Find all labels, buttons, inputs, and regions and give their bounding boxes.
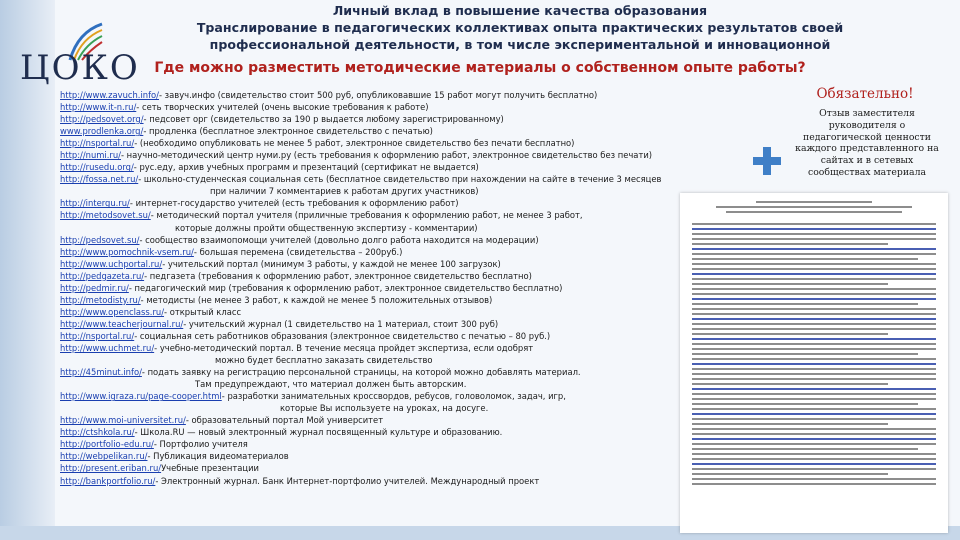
link-url[interactable]: http://pedgazeta.ru/ [60,270,145,281]
link-description: - школьно-студенческая социальная сеть (бесплатное свидетельство при нахождении на сайте в течение 3 месяцев [138,174,662,185]
document-text-line [692,293,936,295]
title-line: Личный вклад в повышение качества образования [332,3,708,18]
link-description: - научно-методический центр нуми.ру (есть требования к оформлению работ, электронное свидетельство без печати) [121,150,653,161]
document-text-line [692,473,888,475]
link-description-continued: которые должны пройти общественную экспертизу - комментарии) [175,222,478,233]
link-url[interactable]: http://portfolio-edu.ru/ [60,439,154,450]
document-text-line [692,283,888,285]
document-text-line [692,383,888,385]
link-url[interactable]: http://pedsovet.su/ [60,234,140,245]
document-text-line [692,478,936,480]
requirement-text: Отзыв заместителя руководителя о педагогической ценности каждого представленного на сайтах и в сетевых сообществах материала [795,108,939,178]
question-heading: Где можно разместить методические материалы о собственном опыте работы? [154,60,806,76]
link-description: - учебно-методический портал. В течение месяца пройдет экспертиза, если одобрят [154,342,534,353]
document-text-line [692,438,936,440]
link-row [60,125,800,137]
document-preview [680,193,948,533]
link-url[interactable]: http://webpelikan.ru/ [60,451,148,462]
link-url[interactable]: http://www.it-n.ru/ [60,102,137,113]
document-text-line [692,458,936,460]
link-description: - педгазета (требования к оформлению работ, электронное свидетельство бесплатно) [144,270,532,281]
document-text-line [692,448,918,450]
page-title [160,2,880,53]
link-description-continued: можно будет бесплатно заказать свидетельство [215,355,433,366]
link-url[interactable]: http://numi.ru/ [60,150,121,161]
link-url[interactable]: http://45minut.info/ [60,367,142,378]
link-description-continued: при наличии 7 комментариев к работам других участников) [210,186,479,197]
document-text-line [692,278,936,280]
link-url[interactable]: http://ctshkola.ru/ [60,427,135,438]
link-url[interactable]: http://pedsovet.org/ [60,114,144,125]
document-text-line [692,333,888,335]
document-text-line [692,388,936,390]
document-text-line [692,318,936,320]
document-text-line [692,358,936,360]
document-text-line [692,428,936,430]
logo-text: ЦОКО [20,48,140,88]
title-line: профессиональной деятельности, в том числе экспериментальной и инновационной [209,37,831,52]
link-url[interactable]: http://intergu.ru/ [60,198,130,209]
link-row [60,101,800,113]
link-description: - Школа.RU — новый электронный журнал посвященный культуре и образованию. [134,427,503,438]
link-description-continued: которые Вы используете на уроках, на досуге. [280,403,489,414]
document-text-line [692,328,936,330]
link-row [60,89,800,101]
document-text-line [692,313,936,315]
requirement-title: Обязательно! [816,86,914,102]
link-url[interactable]: http://www.moi-universitet.ru/ [60,415,186,426]
link-description: - большая перемена (свидетельства – 200руб.) [193,246,403,257]
document-text-line [692,418,936,420]
link-url[interactable]: http://metodisty.ru/ [60,294,141,305]
link-url[interactable]: www.prodlenka.org/ [60,126,144,137]
link-description: - учительский портал (минимум 3 работы, у каждой не менее 100 загрузок) [162,258,501,269]
link-description-continued: Там предупреждают, что материал должен быть авторским. [195,379,467,390]
link-url[interactable]: http://www.zavuch.info/ [60,90,159,100]
link-url[interactable]: http://www.uchmet.ru/ [60,342,155,353]
link-description: - методический портал учителя (приличные требования к оформлению работ, не менее 3 работ, [150,210,583,221]
link-description: - разработки занимательных кроссвордов, ребусов, головоломок, задач, игр, [221,391,566,402]
document-text-line [692,288,936,290]
link-description: - Портфолио учителя [153,439,248,450]
document-text-line [692,223,936,225]
link-url[interactable]: http://www.uchportal.ru/ [60,258,163,269]
link-url[interactable]: http://metodsovet.su/ [60,210,151,221]
link-description: - интернет-государство учителей (есть требования к оформлению работ) [129,198,459,209]
link-row [60,149,800,161]
document-text-line [692,268,936,270]
document-text-line [692,443,936,445]
document-text-line [692,243,888,245]
document-text-line [692,483,936,485]
document-text-line [692,273,936,275]
link-description: - учительский журнал (1 свидетельство на 1 материал, стоит 300 руб) [183,318,499,329]
document-text-line [692,363,936,365]
document-text-line [692,253,936,255]
logo [8,18,148,88]
link-description: Учебные презентации [161,463,259,474]
link-url[interactable]: http://www.pomochnik-vsem.ru/ [60,246,194,257]
plus-icon [753,147,781,175]
document-text-line [692,263,936,265]
link-url[interactable]: http://present.eriban.ru/ [60,463,162,474]
link-description: - (необходимо опубликовать не менее 5 работ, электронное свидетельство без печати бесплатно) [134,138,575,149]
document-text-line [692,338,936,340]
document-text-line [692,468,936,470]
link-row [60,161,800,173]
document-text-line [692,378,936,380]
document-preview-header [680,193,948,220]
document-text-line [692,408,936,410]
link-description: - Электронный журнал. Банк Интернет-портфолио учителей. Международный проект [155,475,540,486]
document-text-line [692,248,936,250]
document-text-line [692,423,888,425]
link-url[interactable]: http://www.teacherjournal.ru/ [60,318,184,329]
link-description: - сообщество взаимопомощи учителей (довольно долго работа находится на модерации) [139,234,539,245]
link-row [60,173,800,185]
link-url[interactable]: http://www.igraza.ru/page-cooper.html [60,391,222,402]
document-text-line [692,258,918,260]
document-text-line [692,403,918,405]
title-line: Транслирование в педагогических коллективах опыта практических результатов своей [196,20,844,35]
link-description: - методисты (не менее 3 работ, к каждой не менее 5 положительных отзывов) [140,294,493,305]
link-description: - подать заявку на регистрацию персональной страницы, на которой можно добавлять материал. [141,367,581,378]
link-description: - педагогический мир (требования к оформлению работ, электронное свидетельство бесплатно) [128,282,563,293]
link-description: - продленка (бесплатное электронное свидетельство с печатью) [143,126,433,137]
document-text-line [692,348,936,350]
document-text-line [692,433,936,435]
link-url[interactable]: http://nsportal.ru/ [60,138,135,149]
link-url[interactable]: http://bankportfolio.ru/ [60,475,156,486]
document-text-line [692,298,936,300]
link-row [60,137,800,149]
link-url[interactable]: http://nsportal.ru/ [60,330,135,341]
document-text-line [692,368,936,370]
document-text-line [692,238,936,240]
document-text-line [692,228,936,230]
document-text-line [692,373,936,375]
document-text-line [692,413,936,415]
document-text-line [692,308,936,310]
link-description: - социальная сеть работников образования (электронное свидетельство с печатью – 80 руб.) [134,330,551,341]
document-text-line [692,233,936,235]
link-url[interactable]: http://pedmir.ru/ [60,282,129,293]
link-description: - Публикация видеоматериалов [147,451,289,462]
link-url[interactable]: http://fossa.net.ru/ [60,174,139,185]
link-description: - рус.еду, архив учебных программ и презентаций (сертификат не выдается) [133,162,479,173]
link-description: - образовательный портал Мой университет [185,415,384,426]
link-url[interactable]: http://rusedu.org/ [60,162,134,173]
link-url[interactable]: http://www.openclass.ru/ [60,306,165,317]
document-text-line [692,353,918,355]
link-description: - педсовет орг (свидетельство за 190 р выдается любому зарегистрированному) [143,114,504,125]
document-text-line [692,398,936,400]
link-row [60,113,800,125]
document-text-line [692,393,936,395]
document-text-line [692,343,936,345]
link-description: - сеть творческих учителей (очень высокие требования к работе) [136,102,429,113]
document-text-line [692,323,936,325]
document-text-line [692,463,936,465]
link-description: - завуч.инфо (свидетельство стоит 500 руб, опубликовавшие 15 работ могут получить бесплатно) [159,90,598,100]
document-text-line [692,303,918,305]
document-text-line [692,453,936,455]
link-description: - открытый класс [164,306,242,317]
